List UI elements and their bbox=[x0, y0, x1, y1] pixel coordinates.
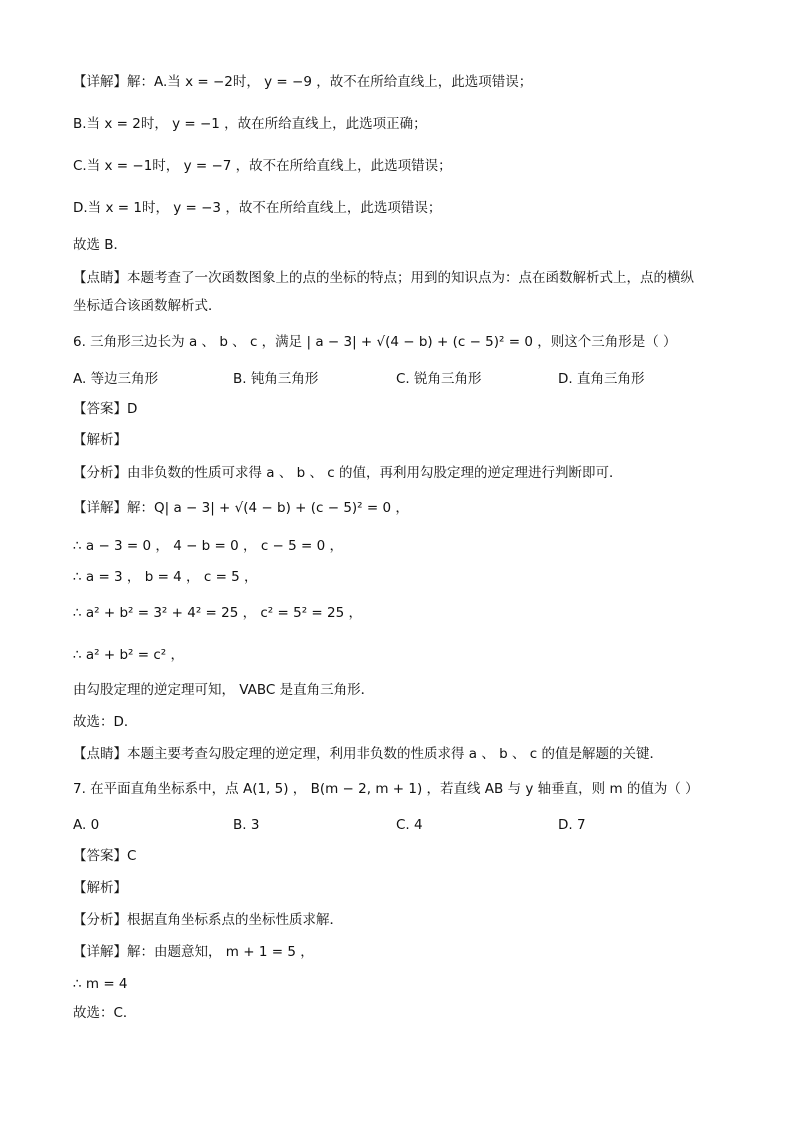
comment-line-1: 【点睛】本题考查了一次函数图象上的点的坐标的特点；用到的知识点为：点在函数解析式上，点的横纵 bbox=[73, 270, 694, 286]
analysis-6-heading: 【解析】 bbox=[73, 432, 127, 448]
q7-option-d: D. 7 bbox=[558, 817, 586, 833]
step-6-1: ∴ a − 3 = 0 ， 4 − b = 0 ， c − 5 = 0 ， bbox=[73, 538, 343, 554]
analysis-7: 【分析】根据直角坐标系点的坐标性质求解． bbox=[73, 912, 343, 928]
step-6-5: 由勾股定理的逆定理可知， VABC 是直角三角形． bbox=[73, 682, 375, 698]
q7-option-b: B. 3 bbox=[233, 817, 260, 833]
choice-line: 故选 B． bbox=[73, 237, 128, 253]
comment-6: 【点睛】本题主要考查勾股定理的逆定理，利用非负数的性质求得 a 、 b 、 c 的值是解题的关键． bbox=[73, 746, 664, 762]
q6-option-c: C. 锐角三角形 bbox=[396, 371, 482, 387]
step-7-2: 故选：C． bbox=[73, 1005, 137, 1021]
step-6-2: ∴ a = 3 ， b = 4 ， c = 5 ， bbox=[73, 569, 258, 585]
q7-option-a: A. 0 bbox=[73, 817, 100, 833]
detail-7: 【详解】解：由题意知， m + 1 = 5 ， bbox=[73, 944, 314, 960]
answer-6: 【答案】D bbox=[73, 401, 138, 417]
detail-line-c: C.当 x = −1时， y = −7 ，故不在所给直线上，此选项错误； bbox=[73, 158, 452, 174]
detail-6: 【详解】解：Q| a − 3| + √(4 − b) + (c − 5)² = 0 ， bbox=[73, 500, 409, 516]
analysis-7-heading: 【解析】 bbox=[73, 880, 127, 896]
step-6-4: ∴ a² + b² = c² ， bbox=[73, 647, 184, 663]
q7-option-c: C. 4 bbox=[396, 817, 423, 833]
comment-line-2: 坐标适合该函数解析式． bbox=[73, 298, 222, 314]
q6-option-b: B. 钝角三角形 bbox=[233, 371, 319, 387]
step-6-6: 故选：D． bbox=[73, 714, 138, 730]
q6-option-d: D. 直角三角形 bbox=[558, 371, 645, 387]
detail-line-a: 【详解】解：A.当 x = −2时， y = −9 ，故不在所给直线上，此选项错误； bbox=[73, 74, 533, 90]
question-6: 6. 三角形三边长为 a 、 b 、 c ，满足 | a − 3| + √(4 − b) + (c − 5)² = 0 ，则这个三角形是（ ） bbox=[73, 334, 677, 350]
detail-line-d: D.当 x = 1时， y = −3 ，故不在所给直线上，此选项错误； bbox=[73, 200, 442, 216]
analysis-6: 【分析】由非负数的性质可求得 a 、 b 、 c 的值，再利用勾股定理的逆定理进行判断即可． bbox=[73, 465, 623, 481]
answer-7: 【答案】C bbox=[73, 848, 137, 864]
question-7: 7. 在平面直角坐标系中，点 A(1, 5) ， B(m − 2, m + 1) ，若直线 AB 与 y 轴垂直，则 m 的值为（ ） bbox=[73, 781, 699, 797]
step-6-3: ∴ a² + b² = 3² + 4² = 25 ， c² = 5² = 25 ， bbox=[73, 605, 362, 621]
detail-line-b: B.当 x = 2时， y = −1 ，故在所给直线上，此选项正确； bbox=[73, 116, 427, 132]
step-7-1: ∴ m = 4 bbox=[73, 976, 128, 992]
q6-option-a: A. 等边三角形 bbox=[73, 371, 159, 387]
